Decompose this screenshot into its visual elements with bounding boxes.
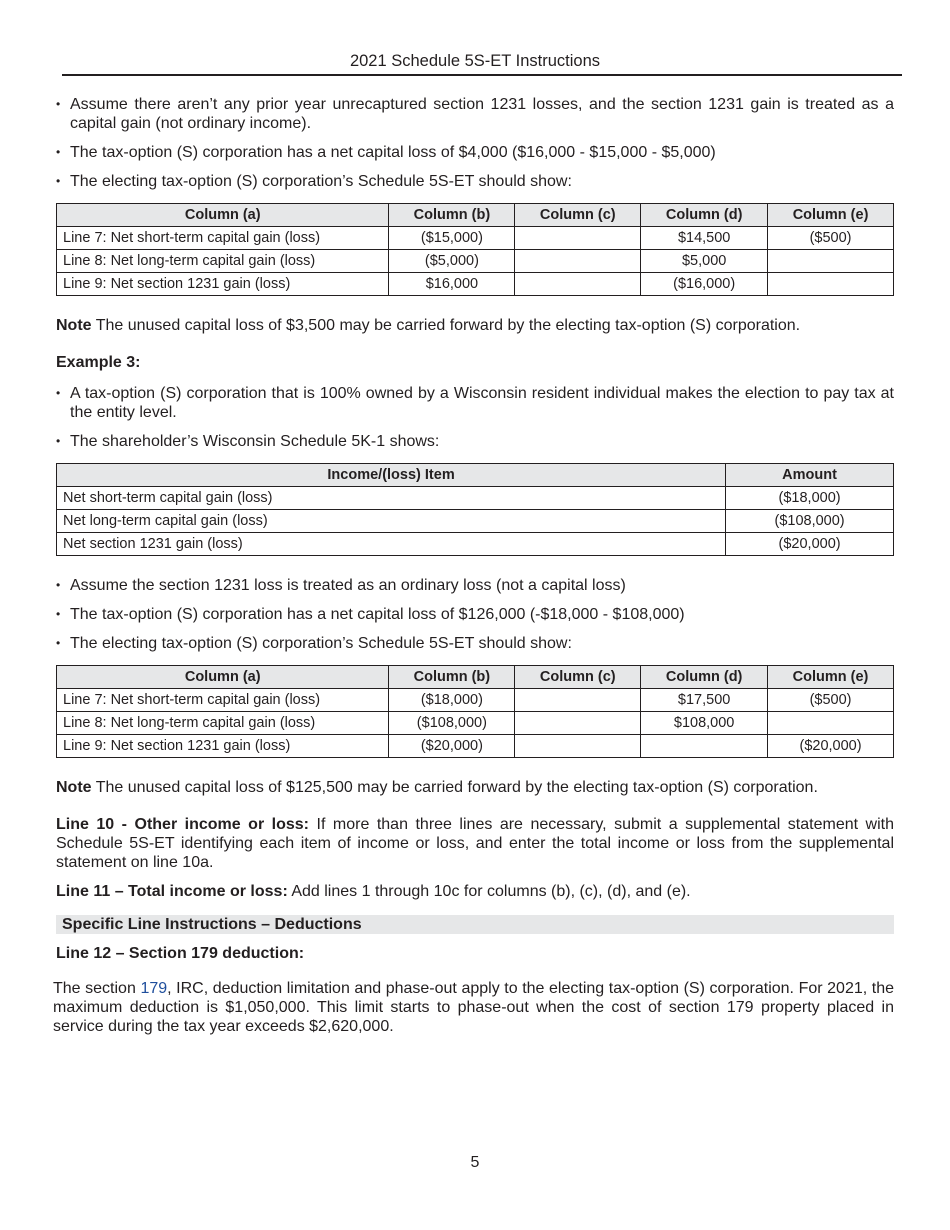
- schedule-table-example2: [56, 203, 894, 296]
- page-number: 5: [470, 1154, 480, 1171]
- table-header-row: [57, 666, 894, 689]
- table-cell: ($20,000): [768, 735, 894, 758]
- bullet-item: • The shareholder’s Wisconsin Schedule 5K-1 shows:: [56, 432, 894, 451]
- table-row: [57, 273, 894, 296]
- note-paragraph: [56, 778, 894, 797]
- table-header-cell: Column (e): [768, 666, 894, 689]
- table-header-cell: Amount: [726, 464, 894, 487]
- example-3-heading: Example 3:: [56, 354, 141, 371]
- table-cell: $17,500: [641, 689, 768, 712]
- table-cell: [515, 250, 641, 273]
- table-cell: [515, 273, 641, 296]
- table-row: [57, 712, 894, 735]
- table-cell: [768, 273, 894, 296]
- line-10-paragraph: [56, 815, 894, 872]
- note-paragraph: [56, 316, 894, 335]
- table-header-cell: Column (c): [515, 666, 641, 689]
- paragraph-text: The section: [53, 980, 141, 997]
- table-cell: $108,000: [641, 712, 768, 735]
- table-cell: [768, 712, 894, 735]
- table-cell: ($15,000): [389, 227, 515, 250]
- table-cell: ($18,000): [389, 689, 515, 712]
- table-cell: Line 7: Net short-term capital gain (loss): [57, 227, 389, 250]
- page-header-title: 2021 Schedule 5S-ET Instructions: [349, 52, 601, 70]
- table-cell: $14,500: [641, 227, 768, 250]
- bullet-item: • Assume the section 1231 loss is treated as an ordinary loss (not a capital loss): [56, 576, 894, 595]
- table-row: [57, 689, 894, 712]
- table-cell: $5,000: [641, 250, 768, 273]
- line-11-text: Add lines 1 through 10c for columns (b), (c), (d), and (e).: [287, 883, 691, 900]
- note-text: The unused capital loss of $3,500 may be carried forward by the electing tax-option (S) corporation.: [91, 317, 801, 334]
- table-cell: [515, 227, 641, 250]
- table-cell: ($5,000): [389, 250, 515, 273]
- table-header-cell: Column (a): [57, 666, 389, 689]
- table-cell: Line 9: Net section 1231 gain (loss): [57, 273, 389, 296]
- section-179-paragraph: [53, 979, 894, 1036]
- mid-bullet-list: [56, 576, 894, 653]
- section-heading-deductions: Specific Line Instructions – Deductions: [56, 915, 894, 934]
- bullet-item: • The electing tax-option (S) corporation’s Schedule 5S-ET should show:: [56, 172, 894, 191]
- header-rule: [62, 74, 902, 76]
- table-cell: ($20,000): [389, 735, 515, 758]
- table-cell: ($18,000): [726, 487, 894, 510]
- line-11-paragraph: [56, 882, 894, 901]
- shareholder-5k1-table: [56, 463, 894, 556]
- table-header-cell: Income/(loss) Item: [57, 464, 726, 487]
- bullet-item: • The tax-option (S) corporation has a net capital loss of $4,000 ($16,000 - $15,000 - $5,000): [56, 143, 894, 162]
- table-cell: [641, 735, 768, 758]
- bullet-item: • A tax-option (S) corporation that is 100% owned by a Wisconsin resident individual makes the election to pay tax at the entity level.: [56, 384, 894, 422]
- table-header-cell: Column (a): [57, 204, 389, 227]
- table-row: [57, 510, 894, 533]
- line-10-label: Line 10 - Other income or loss:: [56, 816, 310, 833]
- table-header-cell: Column (e): [768, 204, 894, 227]
- table-header-row: [57, 204, 894, 227]
- irc-179-link[interactable]: 179: [140, 980, 168, 997]
- table-cell: Line 8: Net long-term capital gain (loss): [57, 712, 389, 735]
- table-row: [57, 250, 894, 273]
- table-cell: [515, 689, 641, 712]
- table-cell: ($108,000): [389, 712, 515, 735]
- table-cell: ($20,000): [726, 533, 894, 556]
- table-cell: Net long-term capital gain (loss): [57, 510, 726, 533]
- table-header-cell: Column (d): [641, 666, 768, 689]
- note-label: Note: [56, 317, 92, 334]
- note-label: Note: [56, 779, 92, 796]
- table-cell: Net short-term capital gain (loss): [57, 487, 726, 510]
- table-row: [57, 735, 894, 758]
- bullet-item: • The tax-option (S) corporation has a net capital loss of $126,000 (-$18,000 - $108,000): [56, 605, 894, 624]
- line-10-text: If more than three lines are necessary, submit a supplemental statement with Schedule 5S-ET identifying each item of income or loss, and enter the total income or loss from the supplemental statement on line 10a.: [56, 816, 895, 871]
- note-text: The unused capital loss of $125,500 may be carried forward by the electing tax-option (S) corporation.: [91, 779, 818, 796]
- table-cell: ($16,000): [641, 273, 768, 296]
- paragraph-text: , IRC, deduction limitation and phase-out apply to the electing tax-option (S) corporation. For 2021, the maximum deduction is $1,050,000. This limit starts to phase-out when the cost of section 179 property placed in service during the tax year exceeds $2,620,000.: [53, 980, 895, 1035]
- table-cell: [515, 735, 641, 758]
- table-cell: ($108,000): [726, 510, 894, 533]
- table-header-cell: Column (b): [389, 666, 515, 689]
- table-header-row: [57, 464, 894, 487]
- table-row: [57, 487, 894, 510]
- table-row: [57, 533, 894, 556]
- table-cell: Net section 1231 gain (loss): [57, 533, 726, 556]
- table-cell: Line 7: Net short-term capital gain (loss): [57, 689, 389, 712]
- line-12-colon: :: [298, 945, 305, 962]
- table-cell: Line 9: Net section 1231 gain (loss): [57, 735, 389, 758]
- bullet-item: • Assume there aren’t any prior year unrecaptured section 1231 losses, and the section 1231 gain is treated as a capital gain (not ordinary income).: [56, 95, 894, 133]
- table-cell: ($500): [768, 227, 894, 250]
- table-header-cell: Column (b): [389, 204, 515, 227]
- table-row: [57, 227, 894, 250]
- bullet-item: • The electing tax-option (S) corporation’s Schedule 5S-ET should show:: [56, 634, 894, 653]
- table-cell: [515, 712, 641, 735]
- intro-bullet-list: [56, 95, 894, 191]
- document-body: [53, 95, 895, 1052]
- line-11-label: Line 11 – Total income or loss:: [56, 883, 288, 900]
- line-12-label: Line 12 – Section 179 deduction: [56, 945, 299, 962]
- line-12-heading: [56, 944, 894, 963]
- table-cell: Line 8: Net long-term capital gain (loss): [57, 250, 389, 273]
- table-cell: $16,000: [389, 273, 515, 296]
- schedule-table-example3: [56, 665, 894, 758]
- table-header-cell: Column (c): [515, 204, 641, 227]
- table-header-cell: Column (d): [641, 204, 768, 227]
- table-cell: ($500): [768, 689, 894, 712]
- example3-bullet-list: [56, 384, 894, 451]
- table-cell: [768, 250, 894, 273]
